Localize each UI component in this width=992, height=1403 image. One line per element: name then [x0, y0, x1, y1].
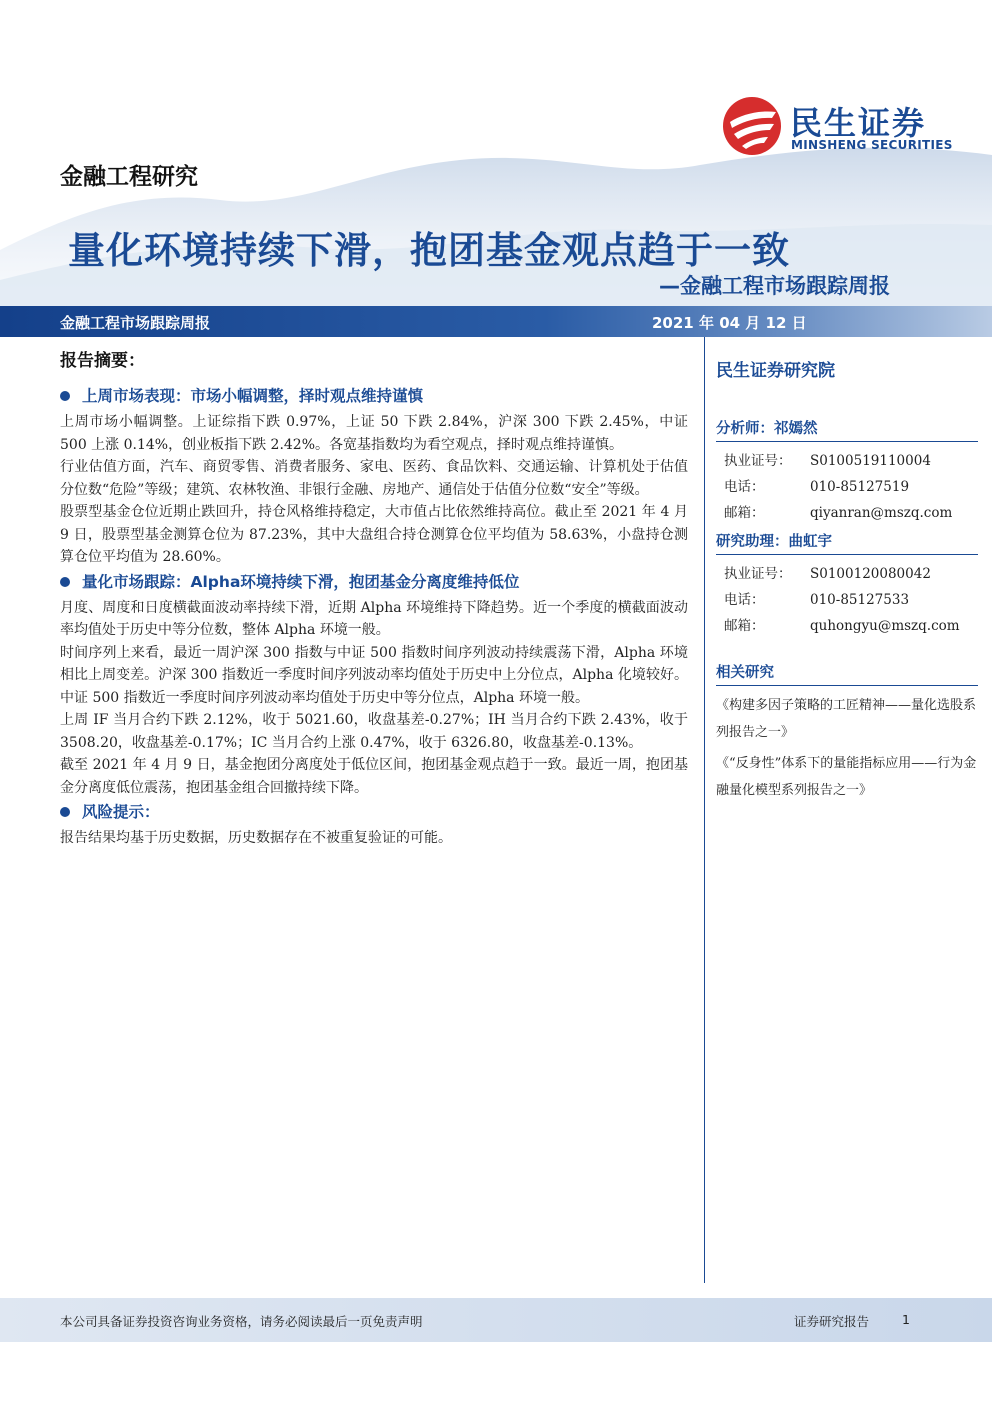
related-report-link[interactable]: 《构建多因子策略的工匠精神——量化选股系列报告之一》	[716, 698, 977, 740]
section-heading	[60, 571, 688, 593]
section-heading	[60, 801, 688, 823]
section-heading-text: 量化市场跟踪：Alpha环境持续下滑，抱团基金分离度维持低位	[82, 572, 520, 591]
info-row: 执业证号： S0100519110004	[724, 453, 931, 469]
paragraph: 报告结果均基于历史数据，历史数据存在不被重复验证的可能。	[60, 830, 452, 846]
summary-heading: 报告摘要：	[60, 351, 145, 371]
info-row: 电话： 010-85127519	[724, 479, 910, 495]
info-row: 执业证号： S0100120080042	[724, 566, 931, 582]
email-link[interactable]: qiyanran@mszq.com	[810, 505, 953, 521]
assistant-heading: 研究助理：曲虹宇	[716, 530, 978, 555]
minsheng-logo-icon	[722, 96, 782, 156]
document-type: 证券研究报告	[794, 1314, 870, 1329]
section-title: 金融工程研究	[60, 164, 198, 190]
analyst-heading: 分析师：祁嫣然	[716, 417, 978, 442]
info-row: 邮箱： quhongyu@mszq.com	[716, 613, 978, 639]
summary-column	[60, 346, 688, 850]
brand-name-cn: 民生证券	[790, 104, 927, 142]
section-heading-text: 上周市场表现：市场小幅调整，择时观点维持谨慎	[82, 387, 424, 405]
report-date: 2021 年 04 月 12 日	[652, 314, 807, 332]
info-row: 邮箱： qiyanran@mszq.com	[716, 500, 978, 526]
paragraph: 上周市场小幅调整。上证综指下跌 0.97%，上证 50 下跌 2.84%，沪深 300 下跌 2.45%，中证 500 上涨 0.14%，创业板指下跌 2.42%。各宽基指数均为看空观点，择时观点维持谨慎。	[60, 414, 688, 453]
report-type: 金融工程市场跟踪周报	[60, 314, 211, 332]
header-band	[0, 306, 992, 337]
paragraph: 月度、周度和日度横截面波动率持续下滑，近期 Alpha 环境维持下降趋势。近一个季度的横截面波动率均值处于历史中等分位数，整体 Alpha 环境一般。	[60, 599, 688, 638]
paragraph: 行业估值方面，汽车、商贸零售、消费者服务、家电、医药、食品饮料、交通运输、计算机处于估值分位数“危险”等级；建筑、农林牧渔、非银行金融、房地产、通信处于估值分位数“安全”等级。	[60, 459, 688, 498]
sidebar-column	[716, 356, 978, 804]
page-footer	[0, 1298, 992, 1342]
disclaimer-text: 本公司具备证券投资咨询业务资格，请务必阅读最后一页免责声明	[60, 1314, 423, 1329]
bullet-icon	[60, 807, 70, 817]
paragraph: 股票型基金仓位近期止跌回升，持仓风格维持稳定，大市值占比依然维持高位。截止至 2021 年 4 月 9 日，股票型基金测算仓位为 87.23%，其中大盘组合持仓测算仓位平均值为 58.63%，小盘持仓测算仓位平均值为 28.60%。	[60, 504, 688, 565]
info-row: 电话： 010-85127533	[724, 592, 910, 608]
related-report-link[interactable]: 《“反身性”体系下的量能指标应用——行为金融量化模型系列报告之一》	[716, 756, 977, 798]
section-heading	[60, 385, 688, 407]
related-research-heading: 相关研究	[716, 661, 978, 686]
institute-name: 民生证券研究院	[716, 361, 835, 381]
paragraph: 上周 IF 当月合约下跌 2.12%，收于 5021.60，收盘基差-0.27%；IH 当月合约下跌 2.43%，收于 3508.20，收盘基差-0.17%；IC 当月合约上涨 0.47%，收于 6326.80，收盘基差-0.13%。	[60, 712, 688, 751]
paragraph: 截至 2021 年 4 月 9 日，基金抱团分离度处于低位区间，抱团基金观点趋于一致。最近一周，抱团基金分离度低位震荡，抱团基金组合回撤持续下降。	[60, 757, 688, 796]
section-heading-text: 风险提示：	[82, 803, 160, 821]
brand-logo	[722, 96, 962, 160]
report-subtitle: —金融工程市场跟踪周报	[659, 274, 890, 298]
page-number: 1	[902, 1312, 910, 1327]
email-link[interactable]: quhongyu@mszq.com	[810, 618, 960, 634]
bullet-icon	[60, 577, 70, 587]
column-divider	[704, 337, 705, 1283]
paragraph: 时间序列上来看，最近一周沪深 300 指数与中证 500 指数时间序列波动持续震荡下滑，Alpha 环境相比上周变差。沪深 300 指数近一季度时间序列波动率均值处于历史中上分位点，Alpha 化境较好。中证 500 指数近一季度时间序列波动率均值处于历史中等分位点，Alpha 环境一般。	[60, 644, 688, 706]
report-title: 量化环境持续下滑，抱团基金观点趋于一致	[68, 229, 790, 272]
bullet-icon	[60, 391, 70, 401]
brand-name-en: MINSHENG SECURITIES	[791, 138, 953, 152]
